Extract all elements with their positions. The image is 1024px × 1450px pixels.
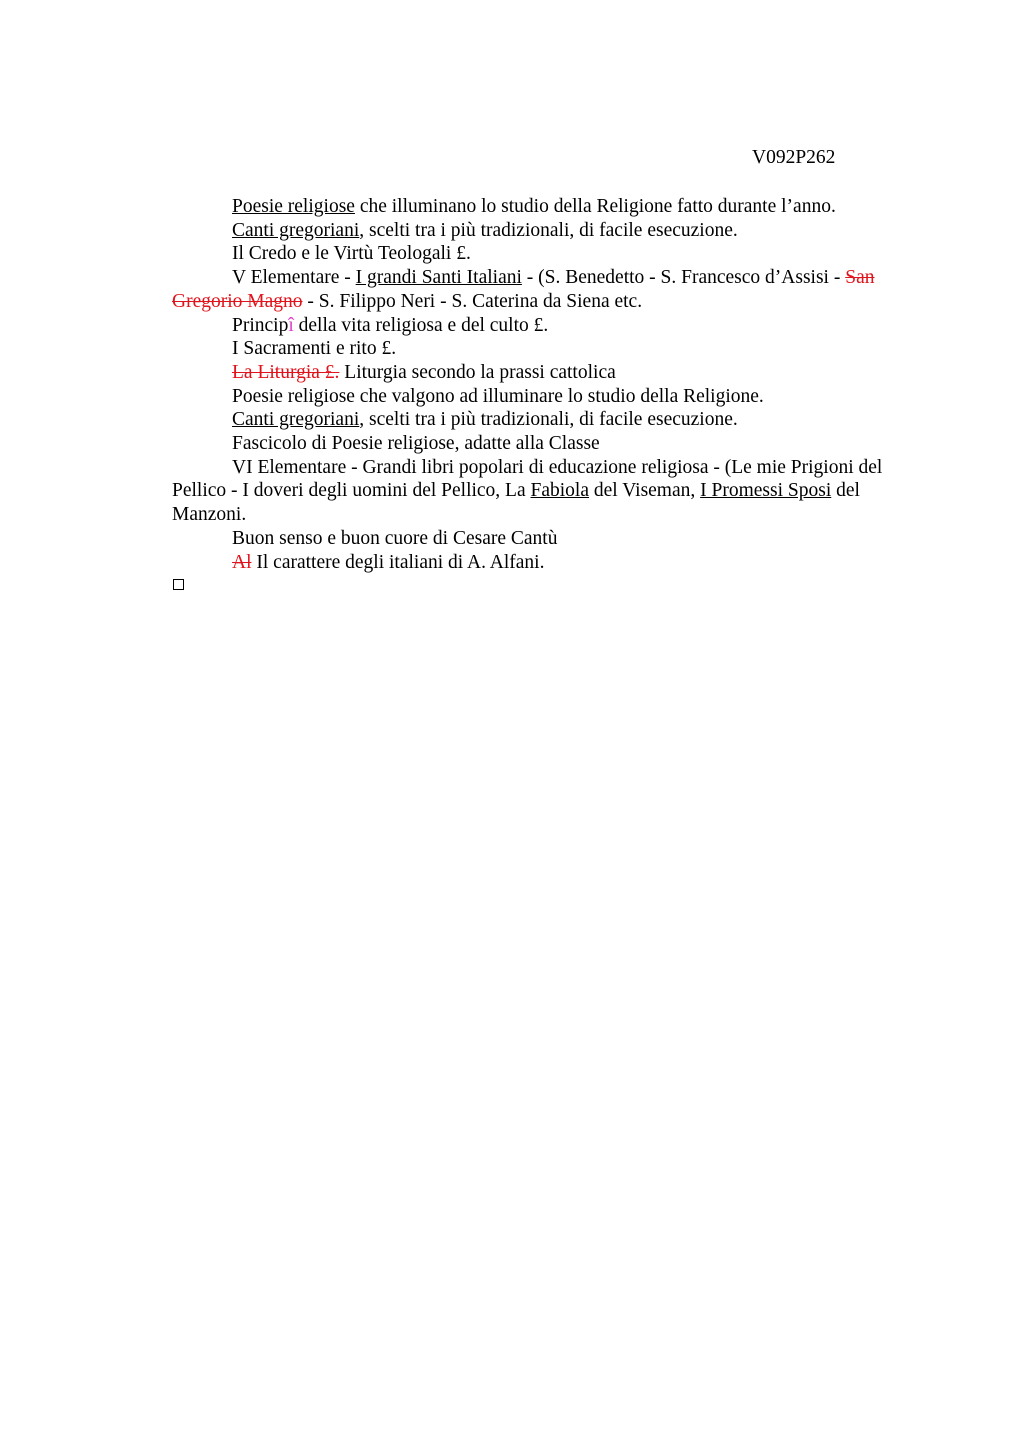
line-credo: Il Credo e le Virtù Teologali £. bbox=[232, 243, 471, 265]
deleted-text: San Gregorio Magno bbox=[172, 267, 875, 312]
line-sacramenti: I Sacramenti e rito £. bbox=[232, 338, 397, 360]
line-text: V Elementare - bbox=[232, 267, 356, 289]
line-poesie-religiose bbox=[172, 195, 932, 219]
document-body bbox=[172, 195, 932, 574]
underlined-title: Canti gregoriani bbox=[232, 409, 360, 431]
line-text: , scelti tra i più tradizionali, di facile esecuzione. bbox=[359, 409, 738, 431]
line-principi bbox=[172, 314, 932, 338]
checkbox-square-icon[interactable] bbox=[173, 579, 184, 590]
line-carattere bbox=[172, 551, 932, 575]
line-liturgia bbox=[172, 361, 932, 385]
line-text: - (S. Benedetto - S. Francesco d’Assisi - bbox=[521, 267, 846, 289]
line-poesie-valgono: Poesie religiose che valgono ad illuminare lo studio della Religione. bbox=[232, 385, 764, 407]
line-text: che illuminano lo studio della Religione fatto durante l’anno. bbox=[354, 196, 836, 217]
underlined-title: Fabiola bbox=[530, 480, 590, 502]
underlined-title: I Promessi Sposi bbox=[700, 480, 832, 502]
line-canti-gregoriani bbox=[172, 219, 932, 243]
deleted-text: La Liturgia £. bbox=[232, 361, 340, 383]
underlined-title: Poesie religiose bbox=[232, 196, 355, 217]
line-text: VI Elementare - Grandi libri popolari di educazione religiosa - (Le mie Prigioni del Pellico - I doveri degli uomini del Pellico, La bbox=[172, 456, 883, 502]
line-fascicolo: Fascicolo di Poesie religiose, adatte alla Classe bbox=[232, 433, 600, 455]
line-text: del Manzoni. bbox=[172, 480, 860, 526]
line-buon-senso: Buon senso e buon cuore di Cesare Cantù bbox=[232, 527, 558, 549]
line-text: Il carattere degli italiani di A. Alfani. bbox=[251, 551, 545, 573]
underlined-title: Canti gregoriani bbox=[232, 219, 360, 241]
inserted-text: î bbox=[288, 314, 294, 336]
deleted-text: Al bbox=[232, 551, 252, 573]
line-text: del Viseman, bbox=[589, 480, 701, 502]
line-text: - S. Filippo Neri - S. Caterina da Siena etc. bbox=[302, 290, 643, 312]
line-text: Princip bbox=[232, 314, 289, 336]
line-text: , scelti tra i più tradizionali, di facile esecuzione. bbox=[359, 219, 738, 241]
line-vi-elementare bbox=[172, 456, 932, 527]
line-canti-gregoriani-2 bbox=[172, 408, 932, 432]
line-v-elementare bbox=[172, 266, 932, 313]
underlined-title: I grandi Santi Italiani bbox=[355, 267, 522, 289]
page-code: V092P262 bbox=[752, 147, 836, 168]
line-text: Liturgia secondo la prassi cattolica bbox=[339, 361, 616, 383]
line-text: della vita religiosa e del culto £. bbox=[293, 314, 549, 336]
